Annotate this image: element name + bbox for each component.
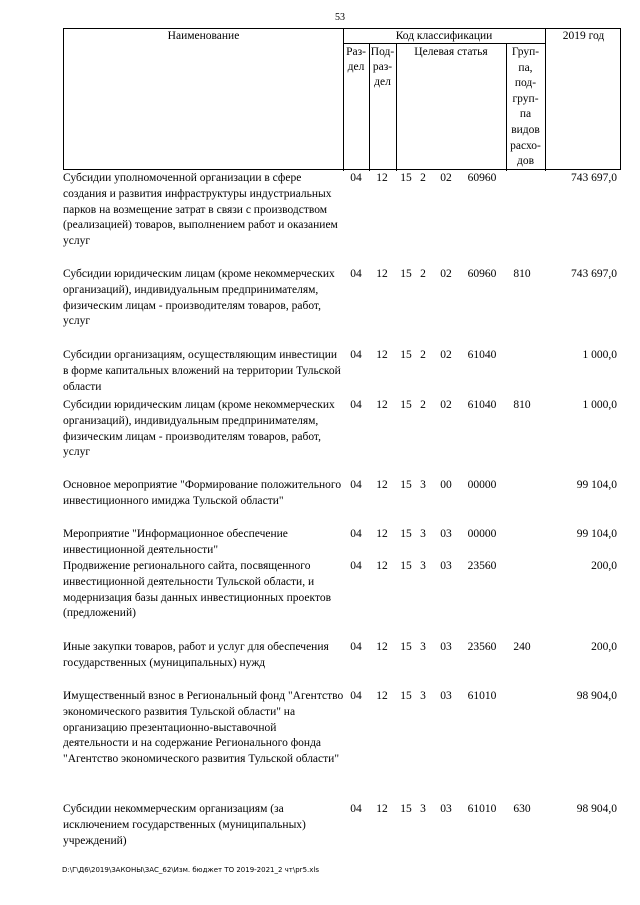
- row-razdel: 04: [350, 479, 362, 491]
- row-target-3: 03: [440, 803, 452, 815]
- row-target-1: 15: [400, 690, 412, 702]
- row-target-3: 02: [440, 268, 452, 280]
- header-group: Груп- па, под- груп- па видов расхо- дов: [510, 46, 541, 168]
- page-number: 53: [335, 12, 345, 23]
- row-razdel: 04: [350, 268, 362, 280]
- row-target-1: 15: [400, 803, 412, 815]
- row-target-4: 61040: [467, 349, 497, 361]
- row-target-4: 60960: [467, 268, 497, 280]
- row-target-2: 2: [420, 172, 426, 184]
- header-target: Целевая статья: [414, 46, 488, 58]
- row-name: Субсидии юридическим лицам (кроме некоммерческих организаций), индивидуальным предпринимателям, физическим лицам - производителям товаров, работ, услуг: [63, 268, 335, 328]
- row-podrazdel: 12: [376, 690, 388, 702]
- row-podrazdel: 12: [376, 349, 388, 361]
- row-name: Основное мероприятие "Формирование положительного инвестиционного имиджа Тульской области": [63, 479, 342, 507]
- row-razdel: 04: [350, 528, 362, 540]
- row-name: Субсидии уполномоченной организации в сфере создания и развития инфраструктуры индустриальных парков на возмещение затрат в связи с производством (реализацией) товаров, выполнением работ и оказанием услуг: [63, 172, 338, 248]
- row-target-3: 02: [440, 399, 452, 411]
- header-classification: Код классификации: [395, 30, 493, 42]
- row-target-4: 61010: [467, 803, 497, 815]
- row-amount: 98 904,0: [576, 690, 617, 702]
- row-podrazdel: 12: [376, 528, 388, 540]
- row-target-1: 15: [400, 560, 412, 572]
- row-podrazdel: 12: [376, 399, 388, 411]
- row-name: Мероприятие "Информационное обеспечение инвестиционной деятельности": [63, 528, 288, 556]
- row-name: Иные закупки товаров, работ и услуг для обеспечения государственных (муниципальных) нужд: [63, 641, 329, 669]
- row-target-2: 3: [420, 528, 426, 540]
- row-razdel: 04: [350, 172, 362, 184]
- row-podrazdel: 12: [376, 172, 388, 184]
- row-target-3: 00: [440, 479, 452, 491]
- row-group: 240: [513, 641, 531, 653]
- row-amount: 1 000,0: [582, 349, 617, 361]
- row-target-1: 15: [400, 641, 412, 653]
- row-target-1: 15: [400, 528, 412, 540]
- row-target-4: 23560: [467, 641, 497, 653]
- row-name: Субсидии организациям, осуществляющим инвестиции в форме капитальных вложений на территории Тульской области: [63, 349, 341, 393]
- row-razdel: 04: [350, 641, 362, 653]
- header-razdel: Раз- дел: [346, 46, 366, 73]
- row-target-3: 03: [440, 560, 452, 572]
- row-group: 630: [513, 803, 531, 815]
- row-target-2: 3: [420, 641, 426, 653]
- row-amount: 99 104,0: [576, 528, 617, 540]
- row-amount: 743 697,0: [571, 268, 617, 280]
- row-target-1: 15: [400, 479, 412, 491]
- row-target-1: 15: [400, 172, 412, 184]
- row-target-2: 3: [420, 560, 426, 572]
- row-name: Имущественный взнос в Региональный фонд "Агентство экономического развития Тульской области" на организацию презентационно-выставочной деятельности и на содержание Регионального фонда "Агентство экономического развития Тульской области": [63, 690, 344, 766]
- row-amount: 1 000,0: [582, 399, 617, 411]
- row-target-3: 03: [440, 528, 452, 540]
- header-podrazdel: Под- раз- дел: [370, 46, 395, 88]
- header-year: 2019 год: [562, 30, 605, 42]
- row-podrazdel: 12: [376, 641, 388, 653]
- row-group: 810: [513, 268, 531, 280]
- row-target-2: 2: [420, 399, 426, 411]
- row-target-1: 15: [400, 399, 412, 411]
- row-target-3: 03: [440, 690, 452, 702]
- row-target-3: 03: [440, 641, 452, 653]
- row-amount: 200,0: [591, 560, 617, 572]
- row-target-4: 61040: [467, 399, 497, 411]
- table-header: [63, 28, 621, 170]
- row-name: Субсидии некоммерческим организациям (за исключением государственных (муниципальных) учреждений): [63, 803, 306, 847]
- row-name: Продвижение регионального сайта, посвященного инвестиционной деятельности Тульской области, и модернизация базы данных инвестиционных проектов (предложений): [63, 560, 331, 620]
- file-path-footer: D:\Г\Д6\2019\ЗАКОНЫ\ЗАС_62\Изм. бюджет ТО 2019-2021_2 чт\pr5.xls: [62, 866, 319, 874]
- row-target-3: 02: [440, 349, 452, 361]
- row-podrazdel: 12: [376, 268, 388, 280]
- row-target-4: 23560: [467, 560, 497, 572]
- row-target-4: 00000: [467, 528, 497, 540]
- row-razdel: 04: [350, 349, 362, 361]
- row-target-3: 02: [440, 172, 452, 184]
- row-target-2: 3: [420, 479, 426, 491]
- row-group: 810: [513, 399, 531, 411]
- header-name: Наименование: [167, 30, 240, 42]
- row-target-2: 2: [420, 349, 426, 361]
- row-target-2: 2: [420, 268, 426, 280]
- row-target-4: 60960: [467, 172, 497, 184]
- row-razdel: 04: [350, 560, 362, 572]
- row-amount: 200,0: [591, 641, 617, 653]
- row-name: Субсидии юридическим лицам (кроме некоммерческих организаций), индивидуальным предпринимателям, физическим лицам - производителям товаров, работ, услуг: [63, 399, 335, 459]
- row-podrazdel: 12: [376, 479, 388, 491]
- row-razdel: 04: [350, 399, 362, 411]
- row-amount: 99 104,0: [576, 479, 617, 491]
- row-razdel: 04: [350, 803, 362, 815]
- row-podrazdel: 12: [376, 803, 388, 815]
- row-target-1: 15: [400, 349, 412, 361]
- row-target-4: 61010: [467, 690, 497, 702]
- row-podrazdel: 12: [376, 560, 388, 572]
- row-target-1: 15: [400, 268, 412, 280]
- row-target-4: 00000: [467, 479, 497, 491]
- row-target-2: 3: [420, 803, 426, 815]
- row-amount: 98 904,0: [576, 803, 617, 815]
- row-target-2: 3: [420, 690, 426, 702]
- row-amount: 743 697,0: [571, 172, 617, 184]
- row-razdel: 04: [350, 690, 362, 702]
